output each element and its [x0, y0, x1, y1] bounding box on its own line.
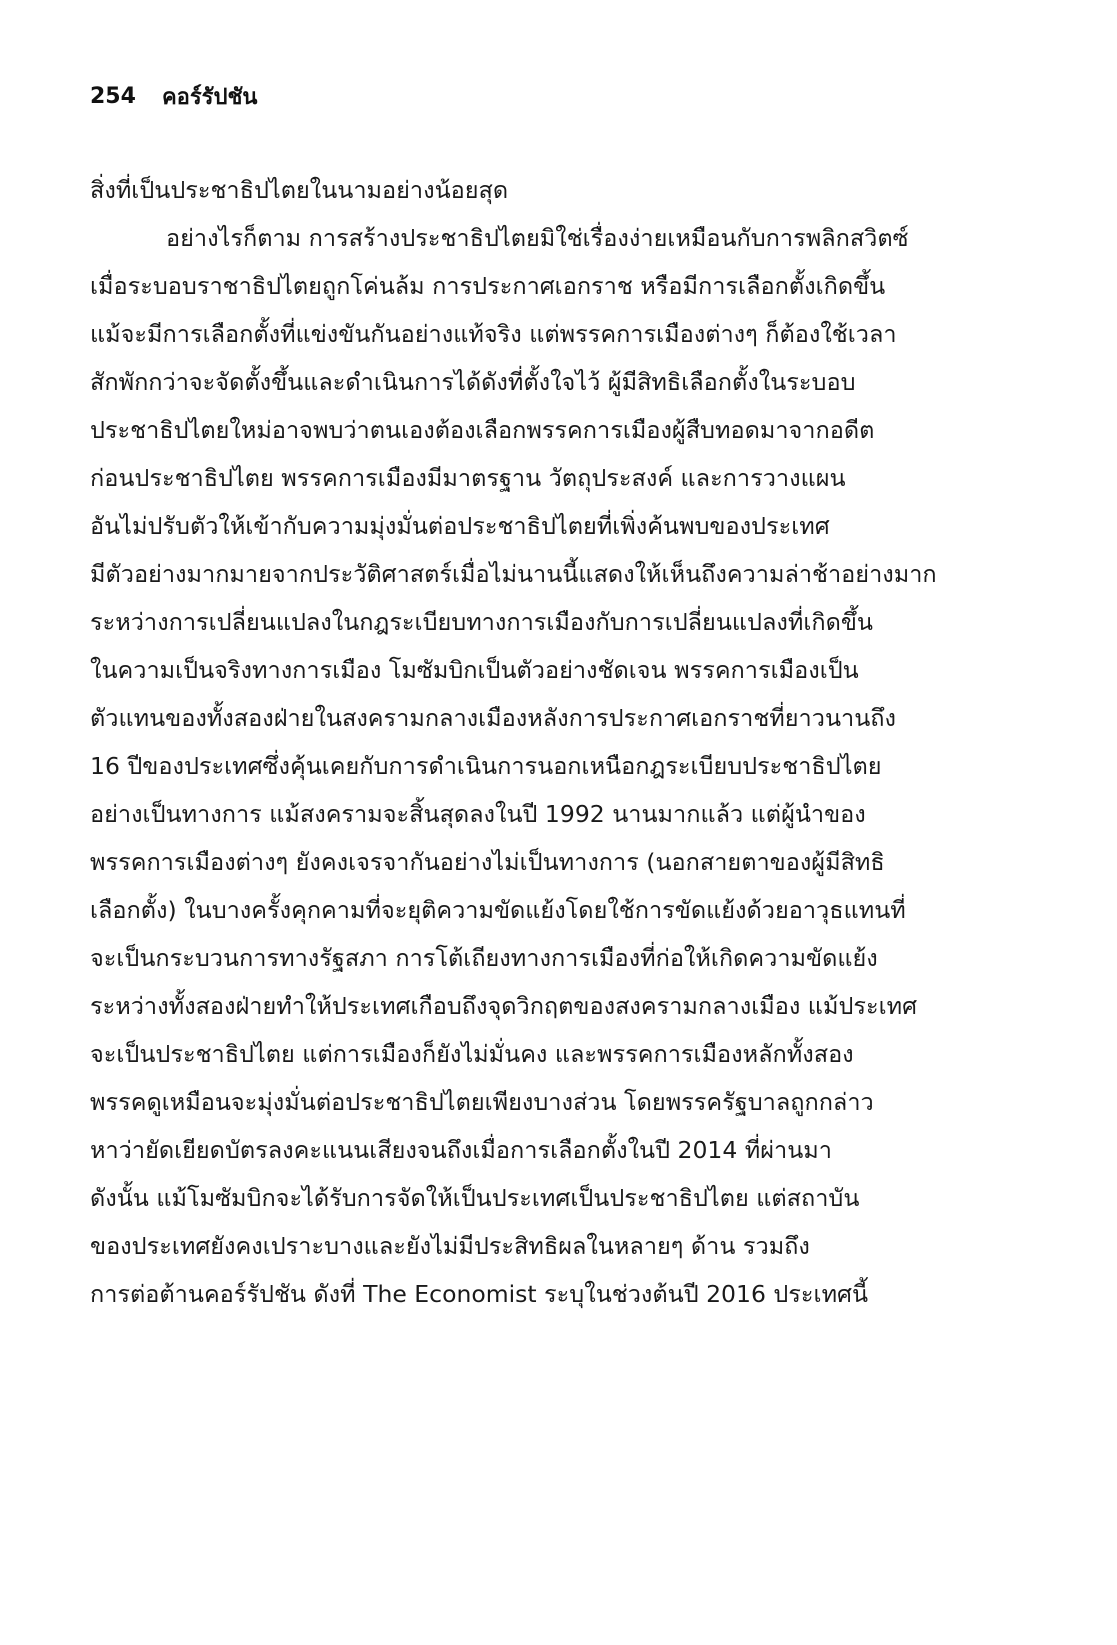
text-line: ระหว่างการเปลี่ยนแปลงในกฎระเบียบทางการเมืองกับการเปลี่ยนแปลงที่เกิดขึ้น — [90, 608, 873, 636]
text-line: ประชาธิปไตยใหม่อาจพบว่าตนเองต้องเลือกพรรคการเมืองผู้สืบทอดมาจากอดีต — [90, 416, 875, 444]
text-line: อย่างเป็นทางการ แม้สงครามจะสิ้นสุดลงในปี 1992 นานมากแล้ว แต่ผู้นำของ — [90, 800, 866, 828]
text-line: พรรคดูเหมือนจะมุ่งมั่นต่อประชาธิปไตยเพียงบางส่วน โดยพรรครัฐบาลถูกกล่าว — [90, 1088, 874, 1116]
text-line: จะเป็นประชาธิปไตย แต่การเมืองก็ยังไม่มั่นคง และพรรคการเมืองหลักทั้งสอง — [90, 1040, 854, 1068]
text-line: ของประเทศยังคงเปราะบางและยังไม่มีประสิทธิผลในหลายๆ ด้าน รวมถึง — [90, 1232, 810, 1260]
running-header — [90, 76, 257, 116]
text-line: ในความเป็นจริงทางการเมือง โมซัมบิกเป็นตัวอย่างชัดเจน พรรคการเมืองเป็น — [90, 656, 859, 684]
text-line: หาว่ายัดเยียดบัตรลงคะแนนเสียงจนถึงเมื่อการเลือกตั้งในปี 2014 ที่ผ่านมา — [90, 1136, 832, 1164]
body-text — [90, 166, 997, 1318]
running-title: คอร์รัปชัน — [161, 84, 258, 110]
text-line: สักพักกว่าจะจัดตั้งขึ้นและดำเนินการได้ดังที่ตั้งใจไว้ ผู้มีสิทธิเลือกตั้งในระบอบ — [90, 368, 856, 396]
text-line: ตัวแทนของทั้งสองฝ่ายในสงครามกลางเมืองหลังการประกาศเอกราชที่ยาวนานถึง — [90, 704, 896, 732]
text-line: มีตัวอย่างมากมายจากประวัติศาสตร์เมื่อไม่นานนี้แสดงให้เห็นถึงความล่าช้าอย่างมาก — [90, 560, 937, 588]
text-line: ดังนั้น แม้โมซัมบิกจะได้รับการจัดให้เป็นประเทศเป็นประชาธิปไตย แต่สถาบัน — [90, 1184, 860, 1212]
text-line: อันไม่ปรับตัวให้เข้ากับความมุ่งมั่นต่อประชาธิปไตยที่เพิ่งค้นพบของประเทศ — [90, 512, 830, 540]
text-line: 16 ปีของประเทศซึ่งคุ้นเคยกับการดำเนินการนอกเหนือกฎระเบียบประชาธิปไตย — [90, 752, 882, 780]
text-line: สิ่งที่เป็นประชาธิปไตยในนามอย่างน้อยสุด — [90, 176, 509, 204]
text-line: พรรคการเมืองต่างๆ ยังคงเจรจากันอย่างไม่เป็นทางการ (นอกสายตาของผู้มีสิทธิ — [90, 848, 885, 876]
text-line: การต่อต้านคอร์รัปชัน ดังที่ The Economist ระบุในช่วงต้นปี 2016 ประเทศนี้ — [90, 1280, 869, 1308]
page-number: 254 — [90, 83, 136, 109]
text-line: จะเป็นกระบวนการทางรัฐสภา การโต้เถียงทางการเมืองที่ก่อให้เกิดความขัดแย้ง — [90, 944, 878, 972]
paragraph-first-line: อย่างไรก็ตาม การสร้างประชาธิปไตยมิใช่เรื่องง่ายเหมือนกับการพลิกสวิตซ์ — [166, 224, 909, 252]
text-line: เมื่อระบอบราชาธิปไตยถูกโค่นล้ม การประกาศเอกราช หรือมีการเลือกตั้งเกิดขึ้น — [90, 272, 886, 300]
text-line: เลือกตั้ง) ในบางครั้งคุกคามที่จะยุติความขัดแย้งโดยใช้การขัดแย้งด้วยอาวุธแทนที่ — [90, 896, 906, 924]
text-line: แม้จะมีการเลือกตั้งที่แข่งขันกันอย่างแท้จริง แต่พรรคการเมืองต่างๆ ก็ต้องใช้เวลา — [90, 320, 897, 348]
text-line: ก่อนประชาธิปไตย พรรคการเมืองมีมาตรฐาน วัตถุประสงค์ และการวางแผน — [90, 464, 846, 492]
text-line: ระหว่างทั้งสองฝ่ายทำให้ประเทศเกือบถึงจุดวิกฤตของสงครามกลางเมือง แม้ประเทศ — [90, 992, 918, 1020]
